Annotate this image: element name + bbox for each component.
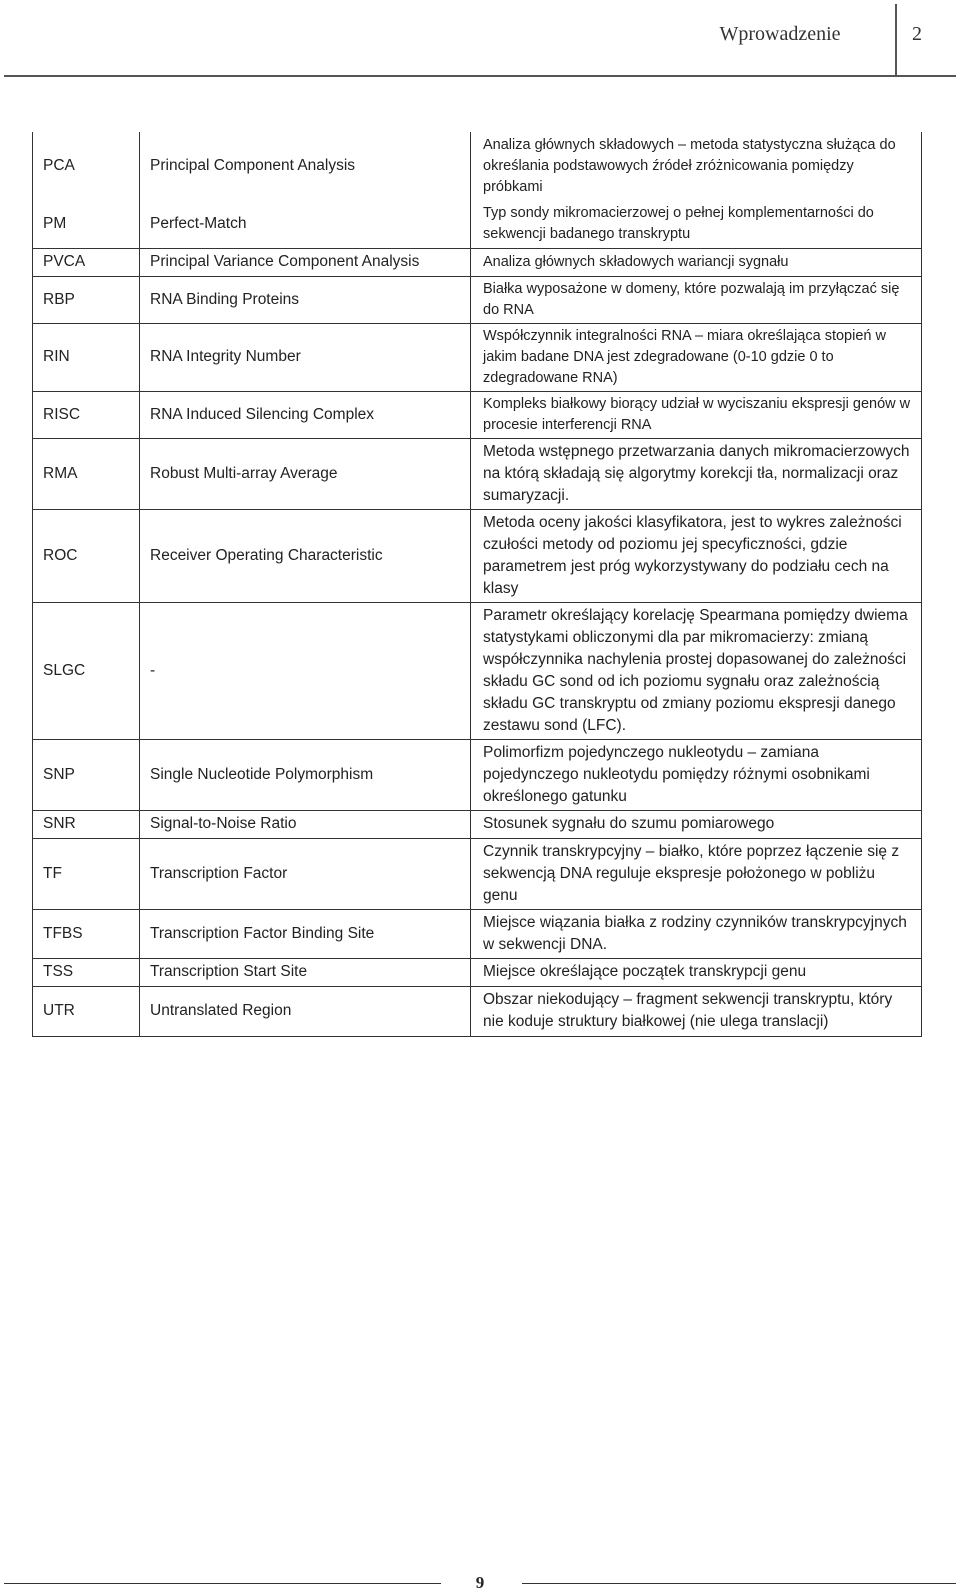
table-row <box>33 391 922 438</box>
description-cell: Analiza głównych składowych – metoda statystyczna służąca do określania podstawowych źródeł zróżnicowania pomiędzy próbkami <box>471 132 922 200</box>
full-name-cell: Perfect-Match <box>140 200 471 248</box>
table-row <box>33 602 922 739</box>
table-row <box>33 838 922 909</box>
description-cell: Analiza głównych składowych wariancji sygnału <box>471 248 922 276</box>
abbreviation-cell: PVCA <box>33 248 140 276</box>
table-row <box>33 958 922 986</box>
full-name-cell: RNA Binding Proteins <box>140 276 471 323</box>
table-row <box>33 323 922 391</box>
description-cell: Miejsce wiązania białka z rodziny czynników transkrypcyjnych w sekwencji DNA. <box>471 909 922 958</box>
abbreviation-cell: RISC <box>33 391 140 438</box>
abbreviation-cell: RIN <box>33 323 140 391</box>
abbreviation-cell: SLGC <box>33 602 140 739</box>
description-cell: Metoda wstępnego przetwarzania danych mikromacierzowych na którą składają się algorytmy korekcji tła, normalizacji oraz sumaryzacji. <box>471 438 922 509</box>
full-name-cell: Robust Multi-array Average <box>140 438 471 509</box>
description-cell: Metoda oceny jakości klasyfikatora, jest to wykres zależności czułości metody od poziomu jej specyficzności, gdzie parametrem jest próg wykorzystywany do podziału cech na klasy <box>471 509 922 602</box>
full-name-cell: Signal-to-Noise Ratio <box>140 810 471 838</box>
full-name-cell: Transcription Factor Binding Site <box>140 909 471 958</box>
full-name-cell: RNA Integrity Number <box>140 323 471 391</box>
description-cell: Współczynnik integralności RNA – miara określająca stopień w jakim badane DNA jest zdegradowane (0-10 gdzie 0 to zdegradowane RNA) <box>471 323 922 391</box>
description-cell: Obszar niekodujący – fragment sekwencji transkryptu, który nie koduje struktury białkowej (nie ulega translacji) <box>471 986 922 1036</box>
footer-rule-left <box>4 1583 441 1584</box>
table-row <box>33 509 922 602</box>
description-cell: Miejsce określające początek transkrypcji genu <box>471 958 922 986</box>
table-row <box>33 438 922 509</box>
full-name-cell: Principal Variance Component Analysis <box>140 248 471 276</box>
full-name-cell: Transcription Factor <box>140 838 471 909</box>
table-row <box>33 200 922 248</box>
full-name-cell: Transcription Start Site <box>140 958 471 986</box>
abbreviation-cell: ROC <box>33 509 140 602</box>
table-row <box>33 739 922 810</box>
page-header <box>0 0 960 76</box>
table-row <box>33 276 922 323</box>
footer-page-number: 9 <box>475 1573 485 1592</box>
abbreviation-cell: PCA <box>33 132 140 200</box>
abbreviation-cell: RMA <box>33 438 140 509</box>
abbreviation-cell: TFBS <box>33 909 140 958</box>
abbreviation-cell: UTR <box>33 986 140 1036</box>
table-row <box>33 132 922 200</box>
abbreviation-cell: TF <box>33 838 140 909</box>
full-name-cell: Receiver Operating Characteristic <box>140 509 471 602</box>
header-rule <box>4 75 956 77</box>
abbreviation-cell: SNR <box>33 810 140 838</box>
abbreviation-cell: SNP <box>33 739 140 810</box>
table-row <box>33 909 922 958</box>
full-name-cell: Principal Component Analysis <box>140 132 471 200</box>
description-cell: Białka wyposażone w domeny, które pozwalają im przyłączać się do RNA <box>471 276 922 323</box>
description-cell: Typ sondy mikromacierzowej o pełnej komplementarności do sekwencji badanego transkryptu <box>471 200 922 248</box>
description-cell: Parametr określający korelację Spearmana pomiędzy dwiema statystykami obliczonymi dla par mikromacierzy: zmianą współczynnika nachylenia prostej dopasowanej do zależności składu GC sond od ich poziomu sygnału oraz zależnością składu GC transkryptu od zmiany poziomu ekspresji danego zestawu sond (LFC). <box>471 602 922 739</box>
table-row <box>33 248 922 276</box>
description-cell: Kompleks białkowy biorący udział w wyciszaniu ekspresji genów w procesie interferencji RNA <box>471 391 922 438</box>
header-page-number: 2 <box>912 23 922 45</box>
abbreviation-cell: TSS <box>33 958 140 986</box>
full-name-cell: Single Nucleotide Polymorphism <box>140 739 471 810</box>
description-cell: Stosunek sygnału do szumu pomiarowego <box>471 810 922 838</box>
footer-rule-right <box>522 1583 956 1584</box>
abbreviation-cell: PM <box>33 200 140 248</box>
full-name-cell: RNA Induced Silencing Complex <box>140 391 471 438</box>
section-title: Wprowadzenie <box>719 23 841 45</box>
table-row <box>33 986 922 1036</box>
header-divider <box>895 4 897 76</box>
description-cell: Polimorfizm pojedynczego nukleotydu – zamiana pojedynczego nukleotydu pomiędzy różnymi osobnikami określonego gatunku <box>471 739 922 810</box>
abbreviations-table <box>32 132 922 1037</box>
table-row <box>33 810 922 838</box>
description-cell: Czynnik transkrypcyjny – białko, które poprzez łączenie się z sekwencją DNA reguluje ekspresje położonego w pobliżu genu <box>471 838 922 909</box>
full-name-cell: - <box>140 602 471 739</box>
abbreviation-cell: RBP <box>33 276 140 323</box>
full-name-cell: Untranslated Region <box>140 986 471 1036</box>
